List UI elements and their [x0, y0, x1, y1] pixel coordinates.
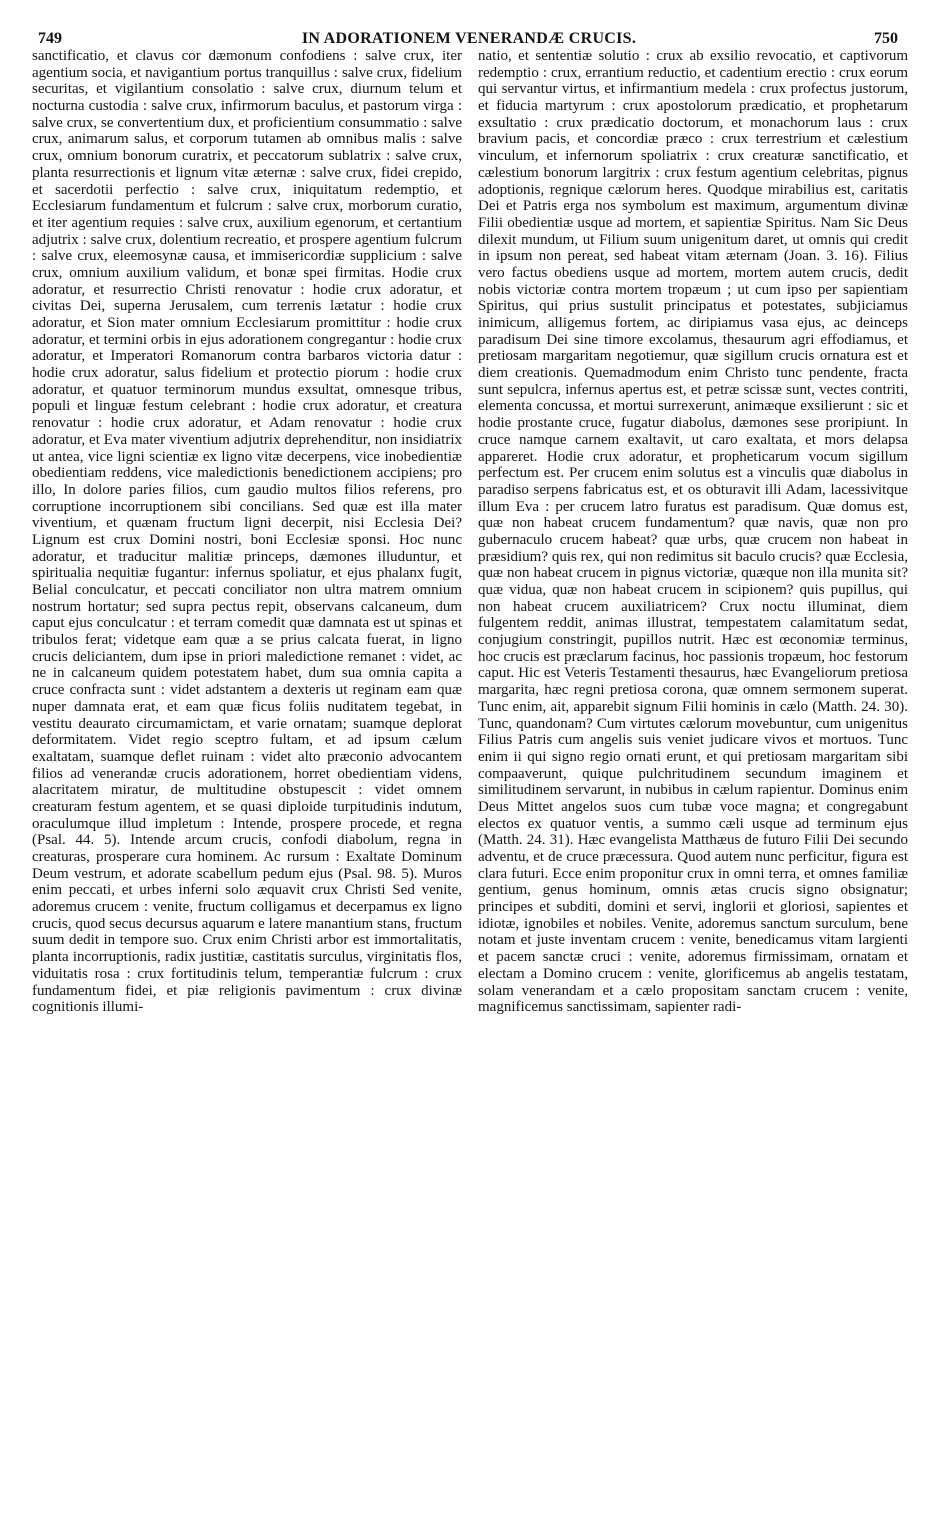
running-title: IN ADORATIONEM VENERANDÆ CRUCIS. [301, 30, 637, 47]
page-number-left: 749 [38, 30, 62, 47]
page-number-right: 750 [874, 30, 898, 47]
left-column [32, 48, 462, 1016]
left-column-text: sanctificatio, et clavus cor dæmonum confodiens : salve crux, iter agentium socia, et navigantium portus tranquillus : salve crux, fidelium securitas, et vigilantium consolatio : salve crux, diurnum telum et nocturna custodia : salve crux, infirmorum baculus, et pastorum virga : salve crux, se convertentium dux, et proficientium consummatio : salve crux, animarum salus, et corporum tutamen ab omnibus malis : salve crux, omnium bonorum curatrix, et peccatorum sublatrix : salve crux, planta resurrectionis et lignum vitæ æternæ : salve crux, fidei crepido, et sacerdotii perfectio : salve crux, iniquitatum redemptio, et Ecclesiarum fundamentum et fulcrum : salve crux, morborum curatio, et iter agentium requies : salve crux, auxilium egenorum, et certantium adjutrix : salve crux, dolentium recreatio, et prospere agentium fulcrum : salve crux, eleemosynæ causa, et immisericordiæ supplicium : salve crux, omnium auxilium validum, et bonæ spei firmitas. Hodie crux adoratur, et resurrectio Christi renovatur : hodie crux adoratur, et civitas Dei, superna Jerusalem, cum terrenis lætatur : hodie crux adoratur, et Sion mater omnium Ecclesiarum promittitur : hodie crux adoratur, et termini orbis in ejus adorationem congregantur : hodie crux adoratur, et Imperatori Romanorum contra barbaros victoria datur : hodie crux adoratur, salus fidelium et protectio piorum : hodie crux adoratur, et quatuor terminorum mundus exsultat, omnesque tribus, populi et linguæ festum celebrant : hodie crux adoratur, et creatura renovatur : hodie crux adoratur, et Adam renovatur : hodie crux adoratur, et Eva mater viventium adjutrix deprehenditur, non insidiatrix ut antea, vice ligni scientiæ ex ligno vitæ decerpens, vice inobedientiæ obedientiam reddens, vice maledictionis benedictionem accipiens; pro illo, In dolore paries filios, cum gaudio multos filios referens, pro corruptione incorruptionem sibi concilians. Sed quæ est illa mater viventium, et quænam fructum ligni decerpit, nisi Ecclesia Dei? Lignum est crux Domini nostri, boni Ecclesiæ sponsi. Hoc nunc adoratur, et traducitur malitiæ princeps, dæmones illuduntur, et spiritualia nequitiæ fugantur: infernus spoliatur, et ejus phalanx fugit, Belial conculcatur, et peccati conciliator non ultra matrem omnium nostrum hortatur; sed supra pectus repit, observans calcaneum, dum caput ejus conculcatur : et terram comedit quæ damnata est ut spinas et tribulos ferat; videtque eam quæ a se prius calcata fuerat, in ligno crucis deliciantem, dum ipse in priori maledictione remanet : videt, ac ne in calcaneum quidem potestatem habet, dum sua omnia capita a cruce confracta sunt : videt adstantem a dexteris ut reginam eam quæ nuper damnata erat, et eam quæ ficus foliis nuditatem tegebat, in vestitu deaurato circumamictam, et varie ornatam; suamque deplorat deformitatem. Videt regio sceptro fultam, et ad ipsum cælum exaltatam, suamque deflet ruinam : videt alto præconio advocantem filios ad venerandæ crucis adorationem, horret obedientiam videns, alacritatem miratur, de multitudine obstupescit : videt omnem creaturam festum agentem, et se quasi diploide turpitudinis indutum, oraculumque illud impletum : Intende, prospere procede, et regna (Psal. 44. 5). Intende arcum crucis, confodi diabolum, regna in creaturas, prosperare cura hominem. Ac rursum : Exaltate Dominum Deum vestrum, et adorate scabellum pedum ejus (Psal. 98. 5). Muros enim peccati, et urbes inferni solo æquavit crux Christi Sed venite, adoremus crucem : venite, fructum colligamus et decerpamus ex ligno crucis, quod secus decursus aquarum e latere manantium stans, fructum suum dedit in tempore suo. Crux enim Christi arbor est immortalitatis, planta incorruptionis, radix justitiæ, castitatis surculus, virginitatis flos, viduitatis rosa : crux fortitudinis telum, temperantiæ fulcrum : crux fundamentum fidei, et piæ religionis pavimentum : crux divinæ cognitionis illumi- [32, 48, 462, 1016]
right-column-text: natio, et sententiæ solutio : crux ab exsilio revocatio, et captivorum redemptio : crux, errantium reductio, et cadentium erectio : crux eorum qui servantur virtus, et infirmantium medela : crux profectus justorum, et fiducia martyrum : crux apostolorum prædicatio, et prophetarum exsultatio : crux prædicatio doctorum, et monachorum laus : crux bravium pacis, et concordiæ præco : crux terrestrium et cælestium vinculum, et infernorum spoliatrix : crux creaturæ sanctificatio, et cælestium bonorum largitrix : crux festum agentium celebritas, pignus adoptionis, regnique cælorum heres. Quodque mirabilius est, caritatis Dei et Patris erga nos symbolum est maximum, argumentum divinæ Filii obedientiæ usque ad mortem, et sapientiæ Spiritus. Nam Sic Deus dilexit mundum, ut Filium suum unigenitum daret, ut omnis qui credit in ipsum non pereat, sed habeat vitam æternam (Joan. 3. 16). Filius vero factus obediens usque ad mortem, mortem autem crucis, dedit nobis victoriæ contra mortem tropæum ; ut cum ipso per sapientiam Spiritus, qui prius sustulit principatus et potestates, subjiciamus inimicum, alligemus fortem, ac diripiamus vasa ejus, ac deinceps paradisum Dei sine timore excolamus, thesaurum agri effodiamus, et pretiosam margaritam negotiemur, quæ sigillum crucis ornatura est et diem creationis. Quemadmodum enim Christo tunc pendente, fracta sunt sepulcra, infernus apertus est, et petræ scissæ sunt, vectes contriti, elementa concussa, et mortui surrexerunt, animæque exsilierunt : sic et hodie prostante cruce, fugatur diabolus, dæmones sese proripiunt. In cruce namque carnem exaltavit, ut caro exaltata, et mors delapsa appareret. Hodie crux adoratur, et propheticarum vocum sigillum perfectum est. Per crucem enim solutus est a vinculis quæ diabolus in paradiso serpens fabricatus est, et os obturavit illi Adam, lacessivitque illum Eva : per crucem latro furatus est paradisum. Quæ domus est, quæ non habeat crucem fundamentum? quæ navis, quæ non pro gubernaculo crucem habeat? quæ urbs, quæ crucem non habeat in præsidium? quis rex, qui non redimitus sit baculo crucis? quæ Ecclesia, quæ non habeat crucem in pignus victoriæ, quæque non illa munita sit? quæ vidua, quæ non habeat crucem in scipionem? quis pupillus, qui non habeat crucem auxiliatricem? Crux noctu illuminat, diem fulgentem reddit, animas illustrat, tempestatem calamitatum sedat, conjugium constringit, pupillos nutrit. Hæc est œconomiæ terminus, hoc crucis est præclarum facinus, hoc passionis tropæum, hoc festorum caput. Hic est Veteris Testamenti thesaurus, hæc Evangeliorum pretiosa margarita, hæc regni pretiosa corona, quæ omnem sermonem superat. Tunc enim, ait, apparebit signum Filii hominis in cælo (Matth. 24. 30). Tunc, quandonam? Cum virtutes cælorum movebuntur, cum unigenitus Filius Patris cum angelis suis veniet judicare vivos et mortuos. Tunc enim ii qui signo regio ornati erunt, et qui pretiosam margaritam sibi compaaverunt, quique pulchritudinem secundum imaginem et similitudinem servarunt, in nubibus in cælum rapientur. Dominus enim Deus Mittet angelos suos cum tubæ voce magna; et congregabunt electos ex quatuor ventis, a summo cæli usque ad terminum ejus (Matth. 24. 31). Hæc evangelista Matthæus de futuro Filii Dei secundo adventu, et de cruce præcessura. Quod autem nunc perficitur, figura est clara futuri. Ecce enim proponitur crux in omni terra, et omnes familiæ gentium, genus hominum, omnis ætas crucis signo obsignatur; principes et subditi, domini et servi, inglorii et gloriosi, sapientes et idiotæ, ignobiles et nobiles. Venite, adoremus sanctum surculum, bene notam et juste inventam crucem : venite, benedicamus vitam largienti et pacem sanctæ cruci : venite, adoremus firmissimam, ornatam et electam a Domino crucem : venite, glorificemus ab angelis testatam, solam venerandam et a cælo propositam sanctam crucem : venite, magnificemus sanctissimam, sapienter radi- [478, 48, 908, 1016]
right-column [478, 48, 908, 1016]
text-columns [32, 48, 906, 1518]
running-header [32, 28, 906, 50]
